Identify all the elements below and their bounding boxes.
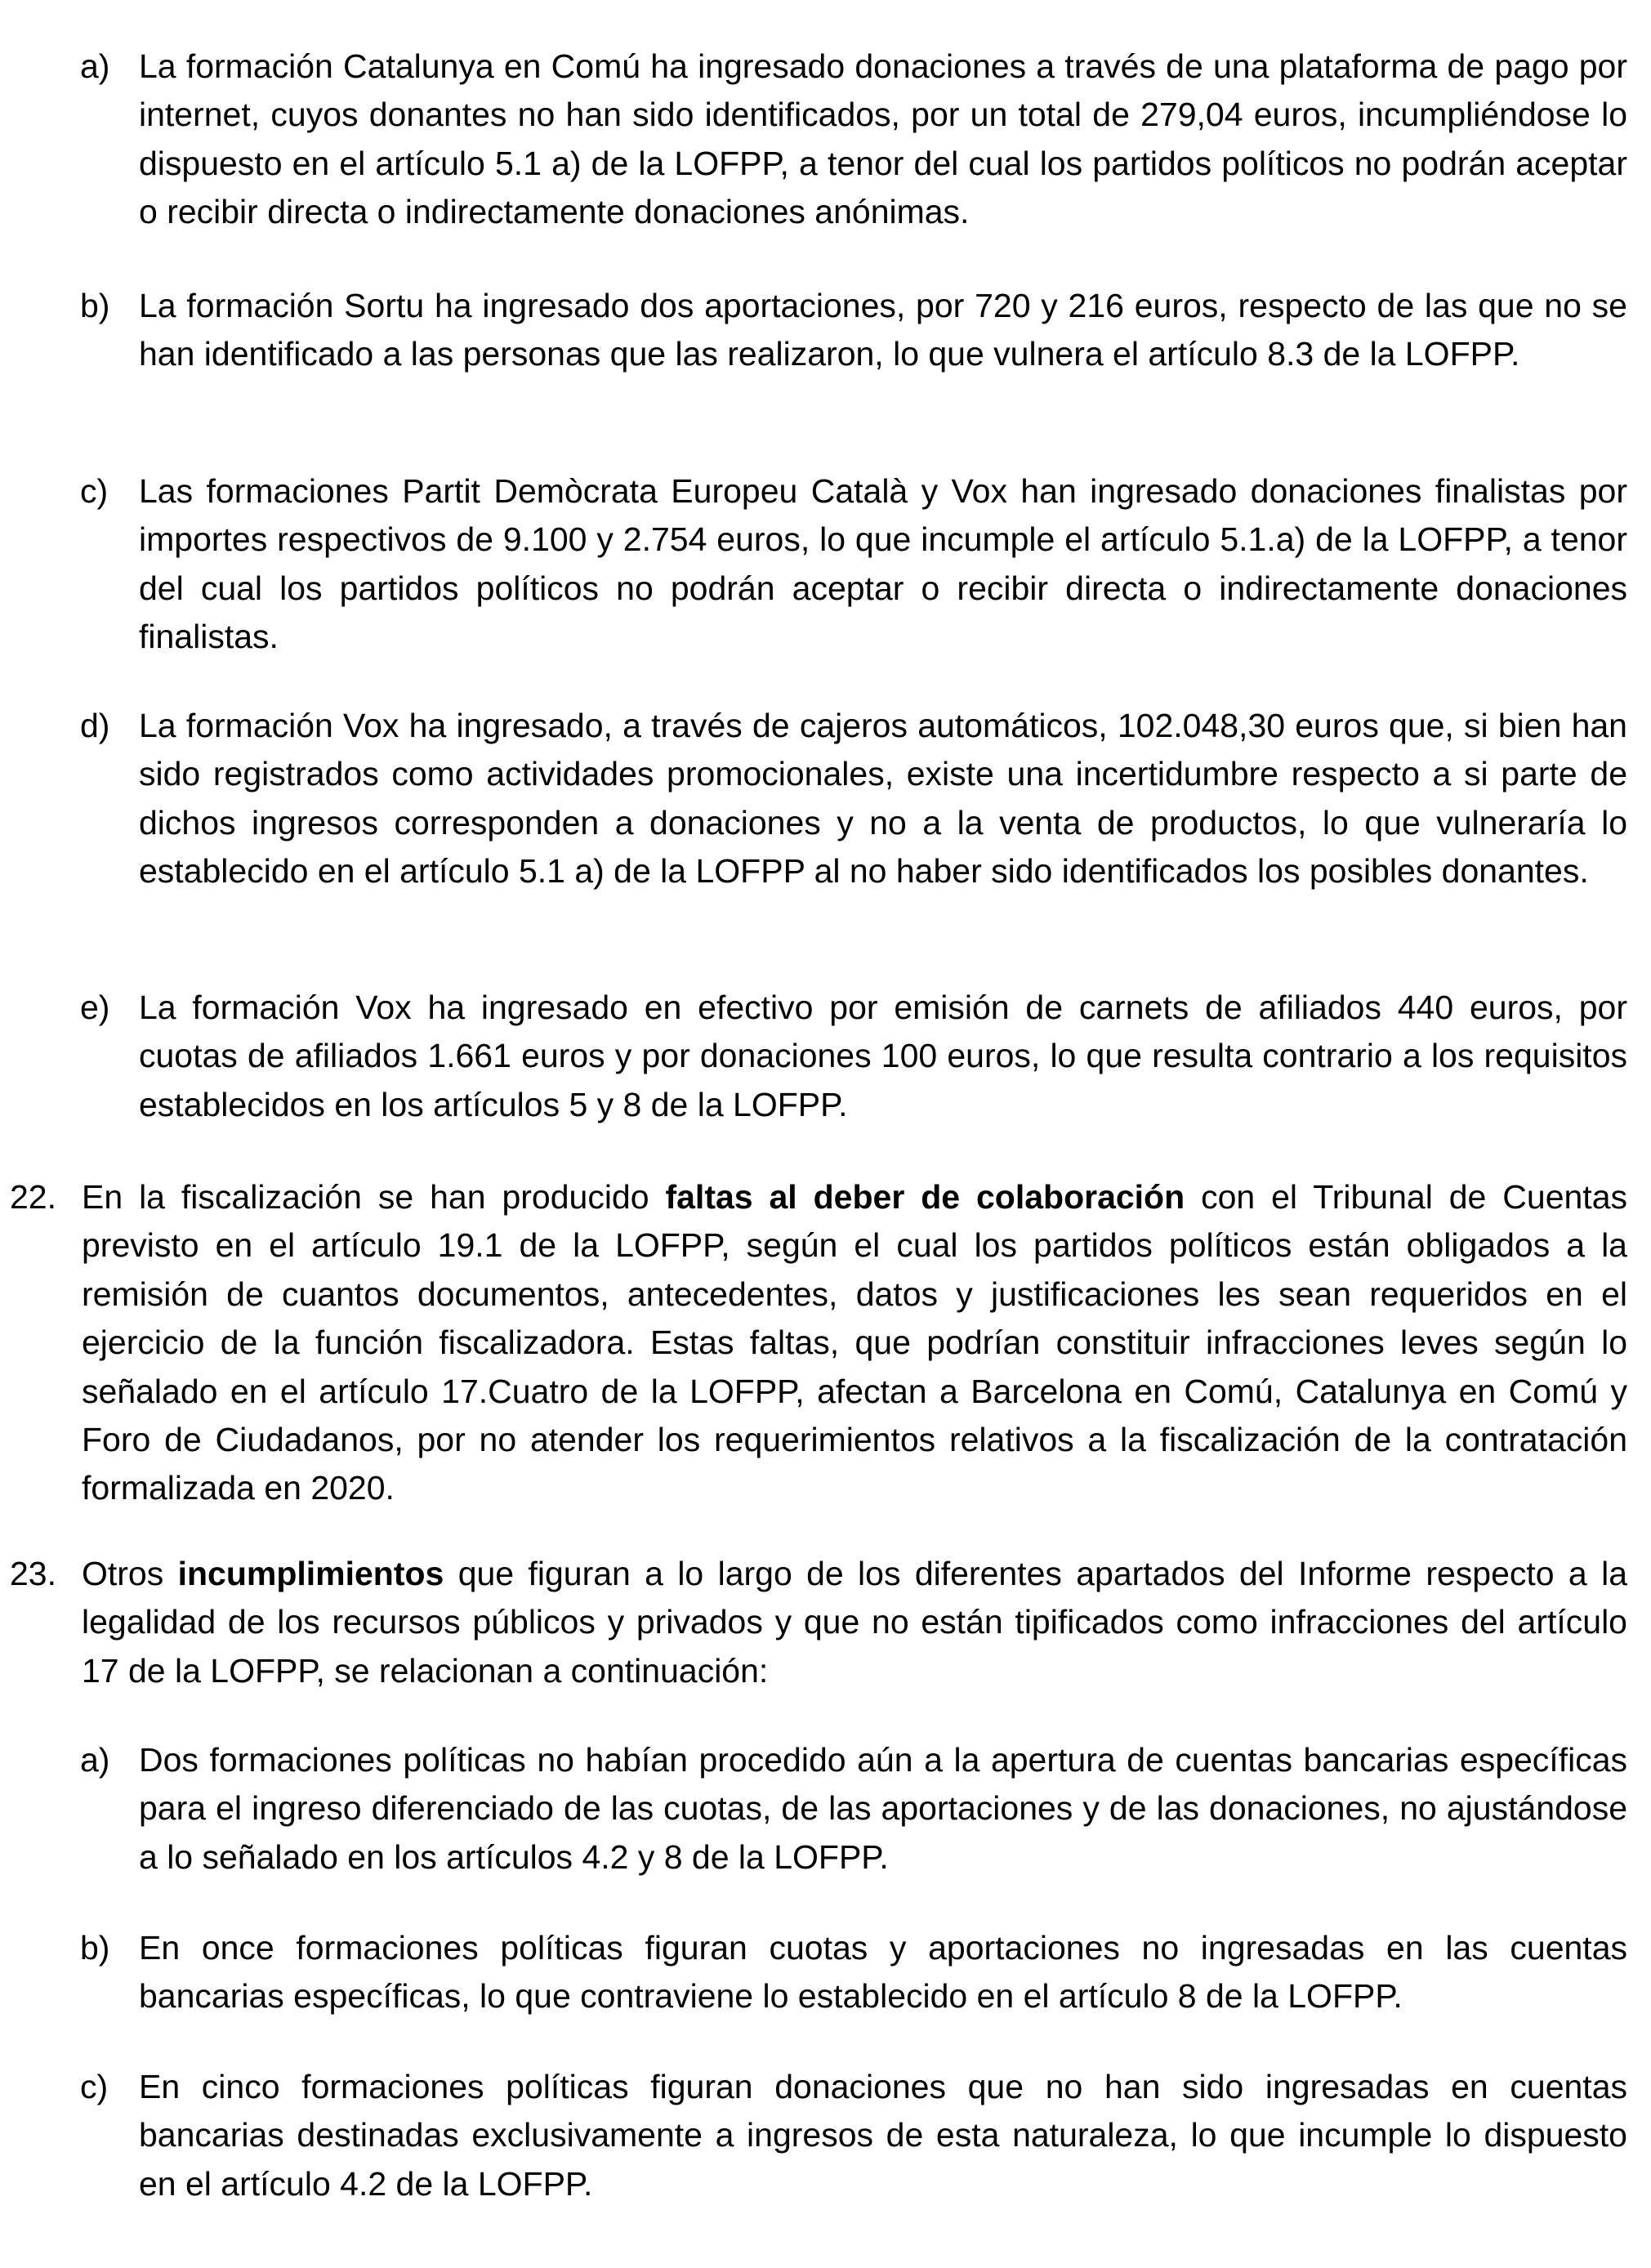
list-item-23c — [80, 2063, 1627, 2208]
list-marker: c) — [80, 2068, 109, 2105]
list-item-c — [80, 467, 1627, 662]
list-item-text: En once formaciones políticas figuran cuotas y aportaciones no ingresadas en las cuentas bancarias específicas, lo que contraviene lo establecido en el artículo 8 de la LOFPP. — [139, 1929, 1627, 2016]
list-item-text: En cinco formaciones políticas figuran donaciones que no han sido ingresadas en cuentas bancarias destinadas exclusivamente a ingresos de esta naturaleza, lo que incumple lo dispuesto en el artículo 4.2 de la LOFPP. — [139, 2068, 1627, 2203]
list-marker: a) — [80, 1741, 110, 1779]
paragraph-text — [82, 1173, 1627, 1513]
list-marker: e) — [80, 989, 110, 1026]
paragraph-23 — [10, 1550, 1627, 1695]
list-item-text: La formación Catalunya en Comú ha ingresado donaciones a través de una plataforma de pago por internet, cuyos donantes no han sido identificados, por un total de 279,04 euros, incumpliéndose lo dispuesto en el artículo 5.1 a) de la LOFPP, a tenor del cual los partidos políticos no podrán aceptar o recibir directa o indirectamente donaciones anónimas. — [139, 47, 1627, 231]
list-marker: c) — [80, 472, 109, 510]
list-item-d — [80, 702, 1627, 896]
paragraph-bold-phrase: faltas al deber de colaboración — [665, 1178, 1185, 1216]
list-item-23b — [80, 1924, 1627, 2021]
list-marker: a) — [80, 47, 110, 85]
paragraph-text-start: En la fiscalización se han producido — [82, 1178, 666, 1216]
paragraph-bold-phrase: incumplimientos — [177, 1555, 444, 1592]
list-item-text: La formación Vox ha ingresado, a través de cajeros automáticos, 102.048,30 euros que, si bien han sido registrados como actividades promocionales, existe una incertidumbre respecto a si parte de dichos ingresos corresponden a donaciones y no a la venta de productos, lo que vulneraría lo establecido en el artículo 5.1 a) de la LOFPP al no haber sido identificados los posibles donantes. — [139, 707, 1627, 891]
list-item-e — [80, 984, 1627, 1129]
list-item-text: La formación Vox ha ingresado en efectivo por emisión de carnets de afiliados 440 euros, por cuotas de afiliados 1.661 euros y por donaciones 100 euros, lo que resulta contrario a los requisitos establecidos en los artículos 5 y 8 de la LOFPP. — [139, 989, 1627, 1123]
list-item-text: Las formaciones Partit Demòcrata Europeu Català y Vox han ingresado donaciones finalistas por importes respectivos de 9.100 y 2.754 euros, lo que incumple el artículo 5.1.a) de la LOFPP, a tenor del cual los partidos políticos no podrán aceptar o recibir directa o indirectamente donaciones finalistas. — [139, 472, 1627, 656]
list-item-text: Dos formaciones políticas no habían procedido aún a la apertura de cuentas bancarias específicas para el ingreso diferenciado de las cuotas, de las aportaciones y de las donaciones, no ajustándose a lo señalado en los artículos 4.2 y 8 de la LOFPP. — [139, 1741, 1627, 1876]
paragraph-22 — [10, 1173, 1627, 1513]
paragraph-text — [82, 1550, 1627, 1695]
paragraph-text-end: que figuran a lo largo de los diferentes apartados del Informe respecto a la legalidad de los recursos públicos y privados y que no están tipificados como infracciones del artículo 17 de la LOFPP, se relacionan a continuación: — [82, 1555, 1627, 1690]
list-item-a — [80, 42, 1627, 237]
list-marker: b) — [80, 287, 110, 324]
list-item-text: La formación Sortu ha ingresado dos aportaciones, por 720 y 216 euros, respecto de las que no se han identificado a las personas que las realizaron, lo que vulnera el artículo 8.3 de la LOFPP. — [139, 287, 1627, 373]
list-marker: d) — [80, 707, 110, 744]
paragraph-text-end: con el Tribunal de Cuentas previsto en el artículo 19.1 de la LOFPP, según el cual los partidos políticos están obligados a la remisión de cuantos documentos, antecedentes, datos y justificaciones les sean requeridos en el ejercicio de la función fiscalizadora. Estas faltas, que podrían constituir infracciones leves según lo señalado en el artículo 17.Cuatro de la LOFPP, afectan a Barcelona en Comú, Catalunya en Comú y Foro de Ciudadanos, por no atender los requerimientos relativos a la fiscalización de la contratación formalizada en 2020. — [82, 1178, 1627, 1507]
list-item-23a — [80, 1736, 1627, 1882]
paragraph-number: 23. — [10, 1555, 56, 1592]
paragraph-text-start: Otros — [82, 1555, 178, 1592]
list-item-b — [80, 282, 1627, 379]
list-marker: b) — [80, 1929, 110, 1967]
paragraph-number: 22. — [10, 1178, 56, 1216]
